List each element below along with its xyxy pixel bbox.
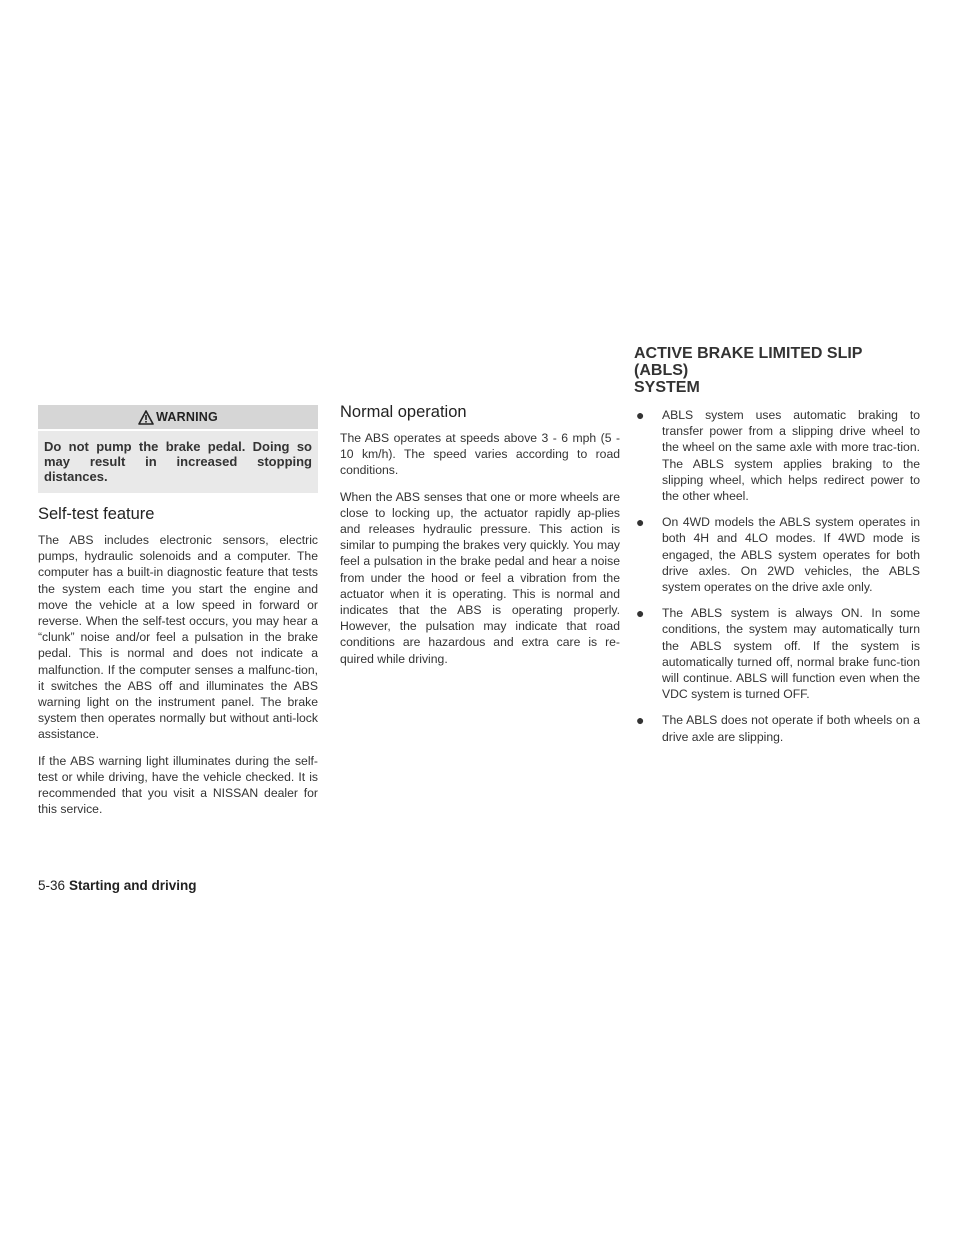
left-column — [38, 405, 318, 827]
abls-section-heading — [634, 345, 920, 396]
self-test-heading: Self-test feature — [38, 505, 155, 523]
abls-bullet-item — [634, 514, 920, 595]
warning-header — [38, 405, 318, 429]
abls-bullet-item — [634, 712, 920, 744]
abls-bullet-item — [634, 605, 920, 702]
abls-bullet-text: ABLS system uses automatic braking to transfer power from a slipping drive wheel to the wheel on the same axle with more trac-tion. The ABLS system applies braking to the slipping wheel, which helps redirect power to the other wheel. — [662, 408, 920, 504]
warning-title: WARNING — [156, 410, 218, 424]
abls-bullet-text: The ABLS does not operate if both wheels on a drive axle are slipping. — [662, 713, 920, 744]
warning-text: Do not pump the brake pedal. Doing so may result in increased stopping distances. — [38, 431, 318, 493]
middle-column — [340, 403, 620, 677]
normal-operation-paragraph-1: The ABS operates at speeds above 3 - 6 mph (5 - 10 km/h). The speed varies according to road conditions. — [340, 431, 620, 478]
self-test-paragraph-2: If the ABS warning light illuminates during the self-test or while driving, have the vehicle checked. It is recommended that you visit a NISSAN dealer for this service. — [38, 753, 318, 817]
page-footer — [38, 878, 197, 893]
self-test-paragraph-1: The ABS includes electronic sensors, electric pumps, hydraulic solenoids and a computer. The computer has a built-in diagnostic feature that tests the system each time you start the engine and move the vehicle at a low speed in forward or reverse. When the self-test occurs, you may hear a “clunk” noise and/or feel a pulsation in the brake pedal. This is normal and does not indicate a malfunction. If the computer senses a malfunc-tion, it switches the ABS off and illuminates the ABS warning light on the instrument panel. The brake system then operates normally but without anti-lock assistance. — [38, 533, 318, 742]
right-column — [634, 345, 920, 755]
bullet-icon: ● — [636, 605, 645, 622]
abls-bullet-item — [634, 407, 920, 504]
normal-operation-heading: Normal operation — [340, 403, 467, 421]
page-number: 5-36 — [38, 878, 66, 893]
abls-heading-line-1: ACTIVE BRAKE LIMITED SLIP (ABLS) — [634, 345, 863, 379]
abls-bullet-text: The ABLS system is always ON. In some conditions, the system may automatically turn the ABLS system off. If the system is automatically turned off, normal brake func-tion will continue. ABLS will function even when the VDC system is turned OFF. — [662, 606, 920, 702]
normal-operation-paragraph-2: When the ABS senses that one or more wheels are close to locking up, the actuator rapidly ap-plies and releases hydraulic pressure. This action is similar to pumping the brakes very quickly. You may feel a pulsation in the brake pedal and hear a noise from under the hood or feel a vibration from the actuator when it is operating. This is normal and indicates that the ABS is operating properly. However, the pulsation may indicate that road conditions are hazardous and extra care is re-quired while driving. — [340, 489, 620, 666]
warning-triangle-icon — [138, 410, 154, 425]
bullet-icon: ● — [636, 514, 645, 531]
abls-heading-line-2: SYSTEM — [634, 379, 700, 396]
bullet-icon: ● — [636, 712, 645, 729]
bullet-icon: ● — [636, 407, 645, 423]
chapter-title: Starting and driving — [69, 878, 197, 893]
abls-bullet-text: On 4WD models the ABLS system operates in both 4H and 4LO modes. If 4WD mode is engaged, the ABLS system operates for both drive axles. On 2WD vehicles, the ABLS system operates on the drive axle only. — [662, 515, 920, 595]
